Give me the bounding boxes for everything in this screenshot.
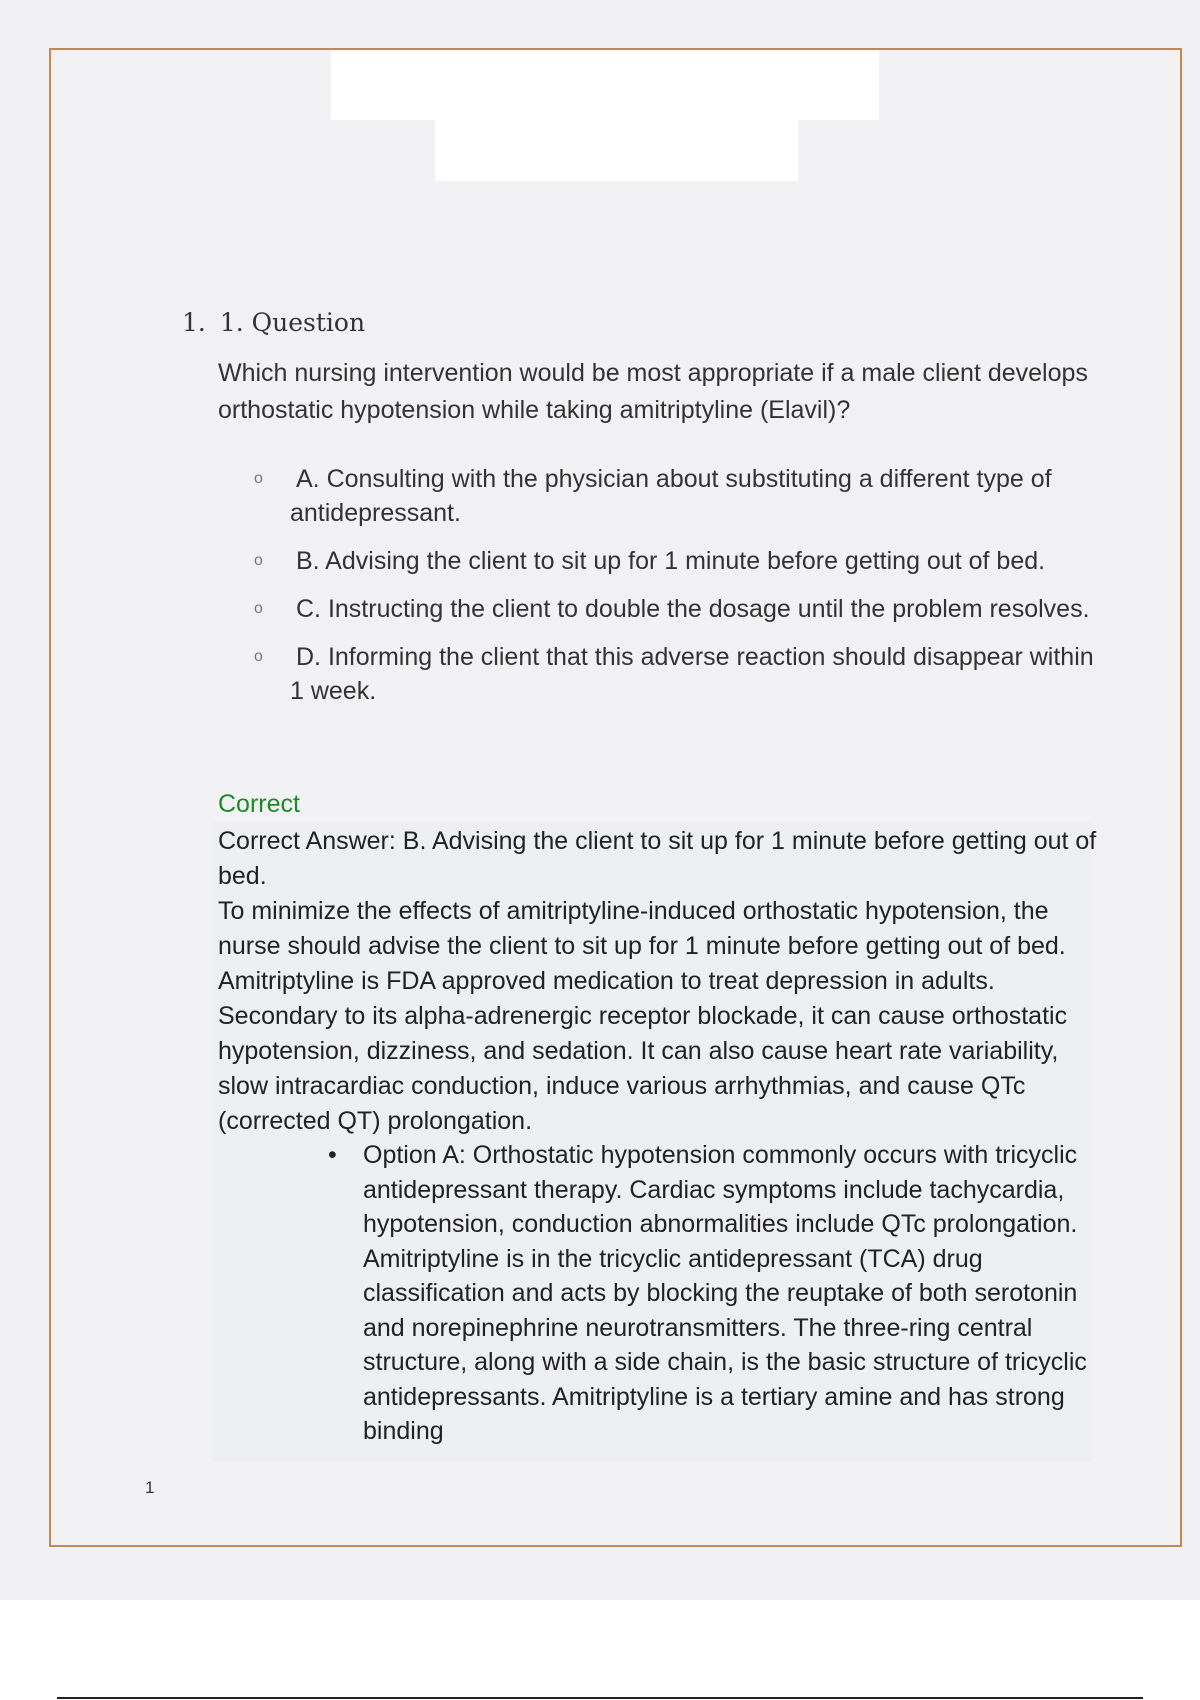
option-text: A. Consulting with the physician about substituting a different type of antidepressant. (290, 465, 1052, 527)
hollow-circle-icon: o (254, 648, 263, 665)
question-heading (182, 308, 365, 337)
option-text: B. Advising the client to sit up for 1 minute before getting out of bed. (296, 547, 1046, 575)
rationale-bullets (320, 1138, 1090, 1449)
footer-divider (57, 1697, 1143, 1699)
bullet-text: Option A: Orthostatic hypotension commonly occurs with tricyclic antidepressant therapy. Cardiac symptoms include tachycardia, hypotension, conduction abnormalities include QTc prolongation. Amitriptyline is in the tricyclic antidepressant (TCA) drug classification and acts by blocking the reuptake of both serotonin and norepinephrine neurotransmitters. The three-ring central structure, along with a side chain, is the basic structure of tricyclic antidepressants. Amitriptyline is a tertiary amine and has strong binding (363, 1141, 1087, 1445)
rationale-text: To minimize the effects of amitriptyline-induced orthostatic hypotension, the nurse should advise the client to sit up for 1 minute before getting out of bed. Amitriptyline is FDA approved medication to treat depression in adults. Secondary to its alpha-adrenergic receptor blockade, it can cause orthostatic hypotension, dizziness, and sedation. It can also cause heart rate variability, slow intracardiac conduction, induce various arrhythmias, and cause QTc (corrected QT) prolongation. (218, 897, 1068, 1135)
list-item (320, 1138, 1090, 1449)
option-text: C. Instructing the client to double the dosage until the problem resolves. (296, 595, 1090, 623)
correct-answer-text: Correct Answer: B. Advising the client to sit up for 1 minute before getting out of bed. (218, 827, 1097, 890)
option-a[interactable] (250, 462, 1110, 530)
option-c[interactable] (250, 592, 1110, 626)
hollow-circle-icon: o (254, 470, 263, 487)
hollow-circle-icon: o (254, 552, 263, 569)
bullet-icon: • (328, 1141, 337, 1169)
option-b[interactable] (250, 544, 1110, 578)
hollow-circle-icon: o (254, 600, 263, 617)
redacted-header-block (331, 50, 879, 120)
redacted-header-block-lower (435, 118, 798, 181)
question-text: Which nursing intervention would be most appropriate if a male client develops orthostatic hypotension while taking amitriptyline (Elavil)? (218, 359, 1088, 424)
result-status: Correct (218, 790, 300, 818)
page-number: 1 (145, 1478, 155, 1497)
question-title: 1. Question (219, 308, 366, 337)
option-text: D. Informing the client that this adverse reaction should disappear within 1 week. (290, 643, 1094, 705)
option-d[interactable] (250, 640, 1110, 708)
answer-options (250, 462, 1110, 722)
question-list-number: 1. (182, 308, 206, 337)
